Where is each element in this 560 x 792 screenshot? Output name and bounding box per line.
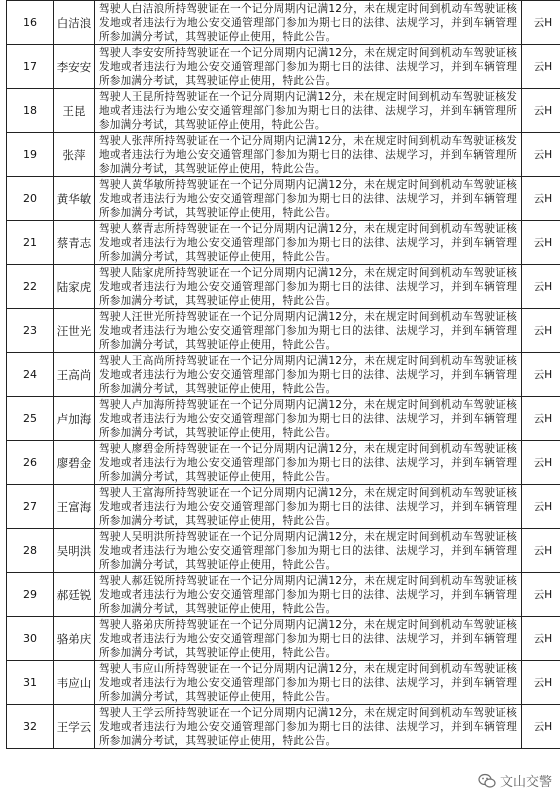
notice-text: 驾驶人郝廷锐所持驾驶证在一个记分周期内记满12分，未在规定时间到机动车驾驶证核发地或者违法行为地公安交通管理部门参加为期七日的法律、法规学习，并到车辆管理所参加满分考试，其驾驶证停止使用，特此公告。 <box>95 573 522 617</box>
notice-text: 驾驶人韦应山所持驾驶证在一个记分周期内记满12分，未在规定时间到机动车驾驶证核发地或者违法行为地公安交通管理部门参加为期七日的法律、法规学习，并到车辆管理所参加满分考试，其驾驶证停止使用，特此公告。 <box>95 661 522 705</box>
table-row <box>7 529 560 573</box>
notice-text: 驾驶人王昆所持驾驶证在一个记分周期内记满12分，未在规定时间到机动车驾驶证核发地或者违法行为地公安交通管理部门参加为期七日的法律、法规学习，并到车辆管理所参加满分考试，其驾驶证停止使用，特此公告。 <box>95 89 522 133</box>
row-number: 28 <box>7 529 54 573</box>
region-code: 云H <box>522 265 560 309</box>
row-number: 17 <box>7 45 54 89</box>
notice-text: 驾驶人王富海所持驾驶证在一个记分周期内记满12分，未在规定时间到机动车驾驶证核发地或者违法行为地公安交通管理部门参加为期七日的法律、法规学习，并到车辆管理所参加满分考试，其驾驶证停止使用，特此公告。 <box>95 485 522 529</box>
notice-text: 驾驶人汪世光所持驾驶证在一个记分周期内记满12分，未在规定时间到机动车驾驶证核发地或者违法行为地公安交通管理部门参加为期七日的法律、法规学习，并到车辆管理所参加满分考试，其驾驶证停止使用，特此公告。 <box>95 309 522 353</box>
row-number: 29 <box>7 573 54 617</box>
notice-text: 驾驶人卢加海所持驾驶证在一个记分周期内记满12分，未在规定时间到机动车驾驶证核发地或者违法行为地公安交通管理部门参加为期七日的法律、法规学习，并到车辆管理所参加满分考试，其驾驶证停止使用，特此公告。 <box>95 397 522 441</box>
driver-name: 黄华敏 <box>54 177 95 221</box>
notice-text: 驾驶人王学云所持驾驶证在一个记分周期内记满12分，未在规定时间到机动车驾驶证核发地或者违法行为地公安交通管理部门参加为期七日的法律、法规学习，并到车辆管理所参加满分考试，其驾驶证停止使用，特此公告。 <box>95 705 522 749</box>
region-code: 云H <box>522 89 560 133</box>
row-number: 24 <box>7 353 54 397</box>
region-code: 云H <box>522 45 560 89</box>
region-code: 云H <box>522 485 560 529</box>
notice-text: 驾驶人王高尚所持驾驶证在一个记分周期内记满12分，未在规定时间到机动车驾驶证核发地或者违法行为地公安交通管理部门参加为期七日的法律、法规学习，并到车辆管理所参加满分考试，其驾驶证停止使用，特此公告。 <box>95 353 522 397</box>
driver-name: 郝廷锐 <box>54 573 95 617</box>
row-number: 18 <box>7 89 54 133</box>
announcement-table <box>6 0 560 749</box>
region-code: 云H <box>522 573 560 617</box>
notice-text: 驾驶人黄华敏所持驾驶证在一个记分周期内记满12分，未在规定时间到机动车驾驶证核发地或者违法行为地公安交通管理部门参加为期七日的法律、法规学习，并到车辆管理所参加满分考试，其驾驶证停止使用，特此公告。 <box>95 177 522 221</box>
table-row <box>7 485 560 529</box>
region-code: 云H <box>522 221 560 265</box>
driver-name: 王学云 <box>54 705 95 749</box>
driver-name: 王昆 <box>54 89 95 133</box>
driver-name: 廖碧金 <box>54 441 95 485</box>
watermark-label: 文山交警 <box>499 775 552 790</box>
driver-name: 汪世光 <box>54 309 95 353</box>
table-row <box>7 353 560 397</box>
row-number: 25 <box>7 397 54 441</box>
row-number: 20 <box>7 177 54 221</box>
table-row <box>7 177 560 221</box>
table-row <box>7 45 560 89</box>
driver-name: 张萍 <box>54 133 95 177</box>
driver-name: 王富海 <box>54 485 95 529</box>
driver-name: 白洁浪 <box>54 1 95 45</box>
notice-text: 驾驶人廖碧金所持驾驶证在一个记分周期内记满12分，未在规定时间到机动车驾驶证核发地或者违法行为地公安交通管理部门参加为期七日的法律、法规学习，并到车辆管理所参加满分考试，其驾驶证停止使用，特此公告。 <box>95 441 522 485</box>
region-code: 云H <box>522 177 560 221</box>
notice-text: 驾驶人白洁浪所持驾驶证在一个记分周期内记满12分，未在规定时间到机动车驾驶证核发地或者违法行为地公安交通管理部门参加为期七日的法律、法规学习，并到车辆管理所参加满分考试，其驾驶证停止使用，特此公告。 <box>95 1 522 45</box>
watermark <box>478 771 552 790</box>
driver-name: 王高尚 <box>54 353 95 397</box>
region-code: 云H <box>522 353 560 397</box>
driver-name: 吴明洪 <box>54 529 95 573</box>
region-code: 云H <box>522 529 560 573</box>
row-number: 16 <box>7 1 54 45</box>
table-row <box>7 309 560 353</box>
wechat-icon <box>478 773 496 789</box>
driver-name: 陆家虎 <box>54 265 95 309</box>
region-code: 云H <box>522 309 560 353</box>
table-row <box>7 1 560 45</box>
table-row <box>7 441 560 485</box>
notice-text: 驾驶人骆弟庆所持驾驶证在一个记分周期内记满12分，未在规定时间到机动车驾驶证核发地或者违法行为地公安交通管理部门参加为期七日的法律、法规学习，并到车辆管理所参加满分考试，其驾驶证停止使用，特此公告。 <box>95 617 522 661</box>
driver-name: 韦应山 <box>54 661 95 705</box>
table-body <box>7 1 560 749</box>
notice-text: 驾驶人蔡青志所持驾驶证在一个记分周期内记满12分，未在规定时间到机动车驾驶证核发地或者违法行为地公安交通管理部门参加为期七日的法律、法规学习，并到车辆管理所参加满分考试，其驾驶证停止使用，特此公告。 <box>95 221 522 265</box>
table-row <box>7 89 560 133</box>
region-code: 云H <box>522 1 560 45</box>
row-number: 21 <box>7 221 54 265</box>
table-row <box>7 617 560 661</box>
region-code: 云H <box>522 397 560 441</box>
row-number: 23 <box>7 309 54 353</box>
notice-text: 驾驶人吴明洪所持驾驶证在一个记分周期内记满12分，未在规定时间到机动车驾驶证核发地或者违法行为地公安交通管理部门参加为期七日的法律、法规学习，并到车辆管理所参加满分考试，其驾驶证停止使用，特此公告。 <box>95 529 522 573</box>
row-number: 31 <box>7 661 54 705</box>
notice-text: 驾驶人李安安所持驾驶证在一个记分周期内记满12分，未在规定时间到机动车驾驶证核发地或者违法行为地公安交通管理部门参加为期七日的法律、法规学习，并到车辆管理所参加满分考试，其驾驶证停止使用，特此公告。 <box>95 45 522 89</box>
table-row <box>7 397 560 441</box>
notice-text: 驾驶人张萍所持驾驶证在一个记分周期内记满12分，未在规定时间到机动车驾驶证核发地或者违法行为地公安交通管理部门参加为期七日的法律、法规学习，并到车辆管理所参加满分考试，其驾驶证停止使用，特此公告。 <box>95 133 522 177</box>
table-row <box>7 573 560 617</box>
driver-name: 卢加海 <box>54 397 95 441</box>
row-number: 26 <box>7 441 54 485</box>
region-code: 云H <box>522 133 560 177</box>
row-number: 22 <box>7 265 54 309</box>
table-row <box>7 705 560 749</box>
row-number: 19 <box>7 133 54 177</box>
table-row <box>7 265 560 309</box>
region-code: 云H <box>522 705 560 749</box>
table-row <box>7 661 560 705</box>
row-number: 30 <box>7 617 54 661</box>
region-code: 云H <box>522 441 560 485</box>
driver-name: 李安安 <box>54 45 95 89</box>
row-number: 27 <box>7 485 54 529</box>
driver-name: 蔡青志 <box>54 221 95 265</box>
table-row <box>7 221 560 265</box>
row-number: 32 <box>7 705 54 749</box>
region-code: 云H <box>522 661 560 705</box>
driver-name: 骆弟庆 <box>54 617 95 661</box>
notice-text: 驾驶人陆家虎所持驾驶证在一个记分周期内记满12分，未在规定时间到机动车驾驶证核发地或者违法行为地公安交通管理部门参加为期七日的法律、法规学习，并到车辆管理所参加满分考试，其驾驶证停止使用，特此公告。 <box>95 265 522 309</box>
table-row <box>7 133 560 177</box>
region-code: 云H <box>522 617 560 661</box>
